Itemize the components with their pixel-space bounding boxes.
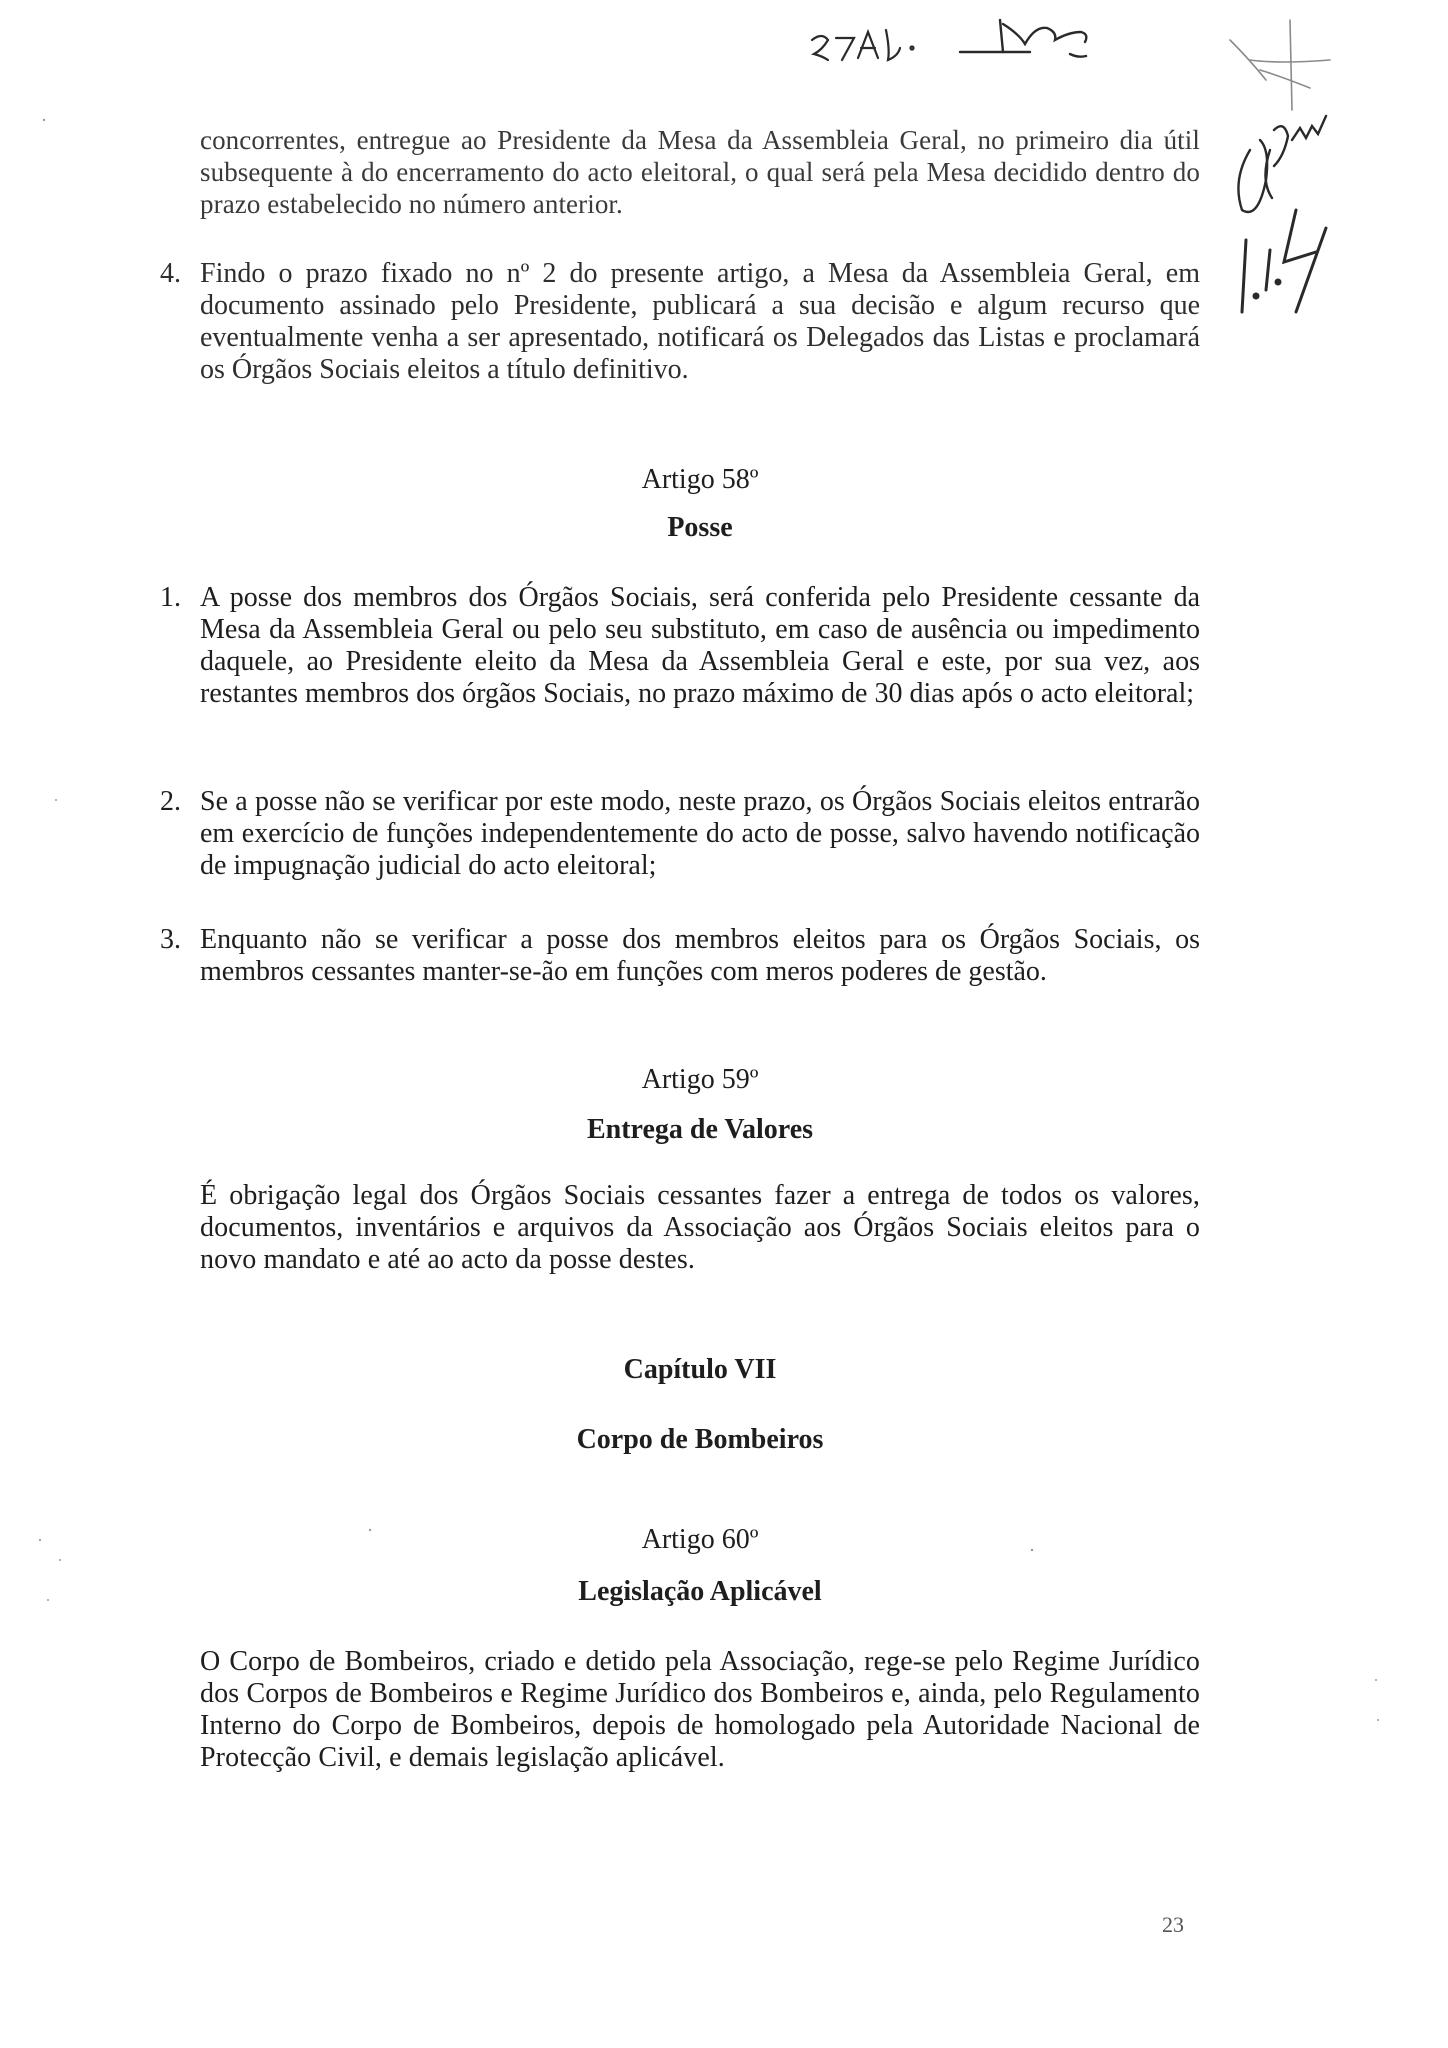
list-number: 3. bbox=[160, 924, 181, 955]
list-text: Enquanto não se verificar a posse dos membros eleitos para os Órgãos Sociais, os membros cessantes manter-se-ão em funções com meros poderes de gestão. bbox=[200, 924, 1200, 987]
article-59-title: Entrega de Valores bbox=[586, 1114, 814, 1145]
article-60-body: O Corpo de Bombeiros, criado e detido pela Associação, rege-se pelo Regime Jurídico dos Corpos de Bombeiros e Regime Jurídico dos Bombeiros e, ainda, pelo Regulamento Interno do Corpo de Bombeiros, depois de homologado pela Autoridade Nacional de Protecção Civil, e demais legislação aplicável. bbox=[200, 1646, 1200, 1773]
chapter-heading: Capítulo VII bbox=[623, 1354, 777, 1385]
top-handwritten-note bbox=[812, 30, 914, 60]
top-right-marks bbox=[1230, 20, 1330, 110]
article-58-heading: Artigo 58º bbox=[641, 464, 759, 495]
margin-date bbox=[1242, 210, 1326, 312]
article-60-title: Legislação Aplicável bbox=[578, 1576, 822, 1607]
list-text: Se a posse não se verificar por este modo, neste prazo, os Órgãos Sociais eleitos entrarão em exercício de funções independentemente do acto de posse, salvo havendo notificação de impugnação judicial do acto eleitoral; bbox=[200, 786, 1200, 881]
list-number: 1. bbox=[160, 582, 181, 613]
margin-initials bbox=[1238, 116, 1326, 212]
article-59-heading: Artigo 59º bbox=[641, 1064, 759, 1095]
article-58-title: Posse bbox=[667, 512, 733, 543]
page-number: 23 bbox=[1162, 1912, 1184, 1937]
article-60-heading: Artigo 60º bbox=[641, 1524, 759, 1555]
list-number: 2. bbox=[160, 786, 181, 817]
list-text: Findo o prazo fixado no nº 2 do presente artigo, a Mesa da Assembleia Geral, em documento assinado pelo Presidente, publicará a sua decisão e algum recurso que eventualmente venha a ser apresentado, notificará os Delegados das Listas e proclamará os Órgãos Sociais eleitos a título definitivo. bbox=[200, 258, 1200, 385]
article-59-body: É obrigação legal dos Órgãos Sociais cessantes fazer a entrega de todos os valores, documentos, inventários e arquivos da Associação aos Órgãos Sociais eleitos para o novo mandato e até ao acto da posse destes. bbox=[200, 1180, 1200, 1275]
list-number: 4. bbox=[160, 258, 181, 289]
top-signature bbox=[960, 20, 1086, 57]
carryover-paragraph: concorrentes, entregue ao Presidente da Mesa da Assembleia Geral, no primeiro dia útil subsequente à do encerramento do acto eleitoral, o qual será pela Mesa decidido dentro do prazo estabelecido no número anterior. bbox=[200, 125, 1200, 219]
chapter-title: Corpo de Bombeiros bbox=[576, 1424, 824, 1455]
list-text: A posse dos membros dos Órgãos Sociais, será conferida pelo Presidente cessante da Mesa da Assembleia Geral ou pelo seu substituto, em caso de ausência ou impedimento daquele, ao Presidente eleito da Mesa da Assembleia Geral e este, por sua vez, aos restantes membros dos órgãos Sociais, no prazo máximo de 30 dias após o acto eleitoral; bbox=[200, 582, 1200, 709]
